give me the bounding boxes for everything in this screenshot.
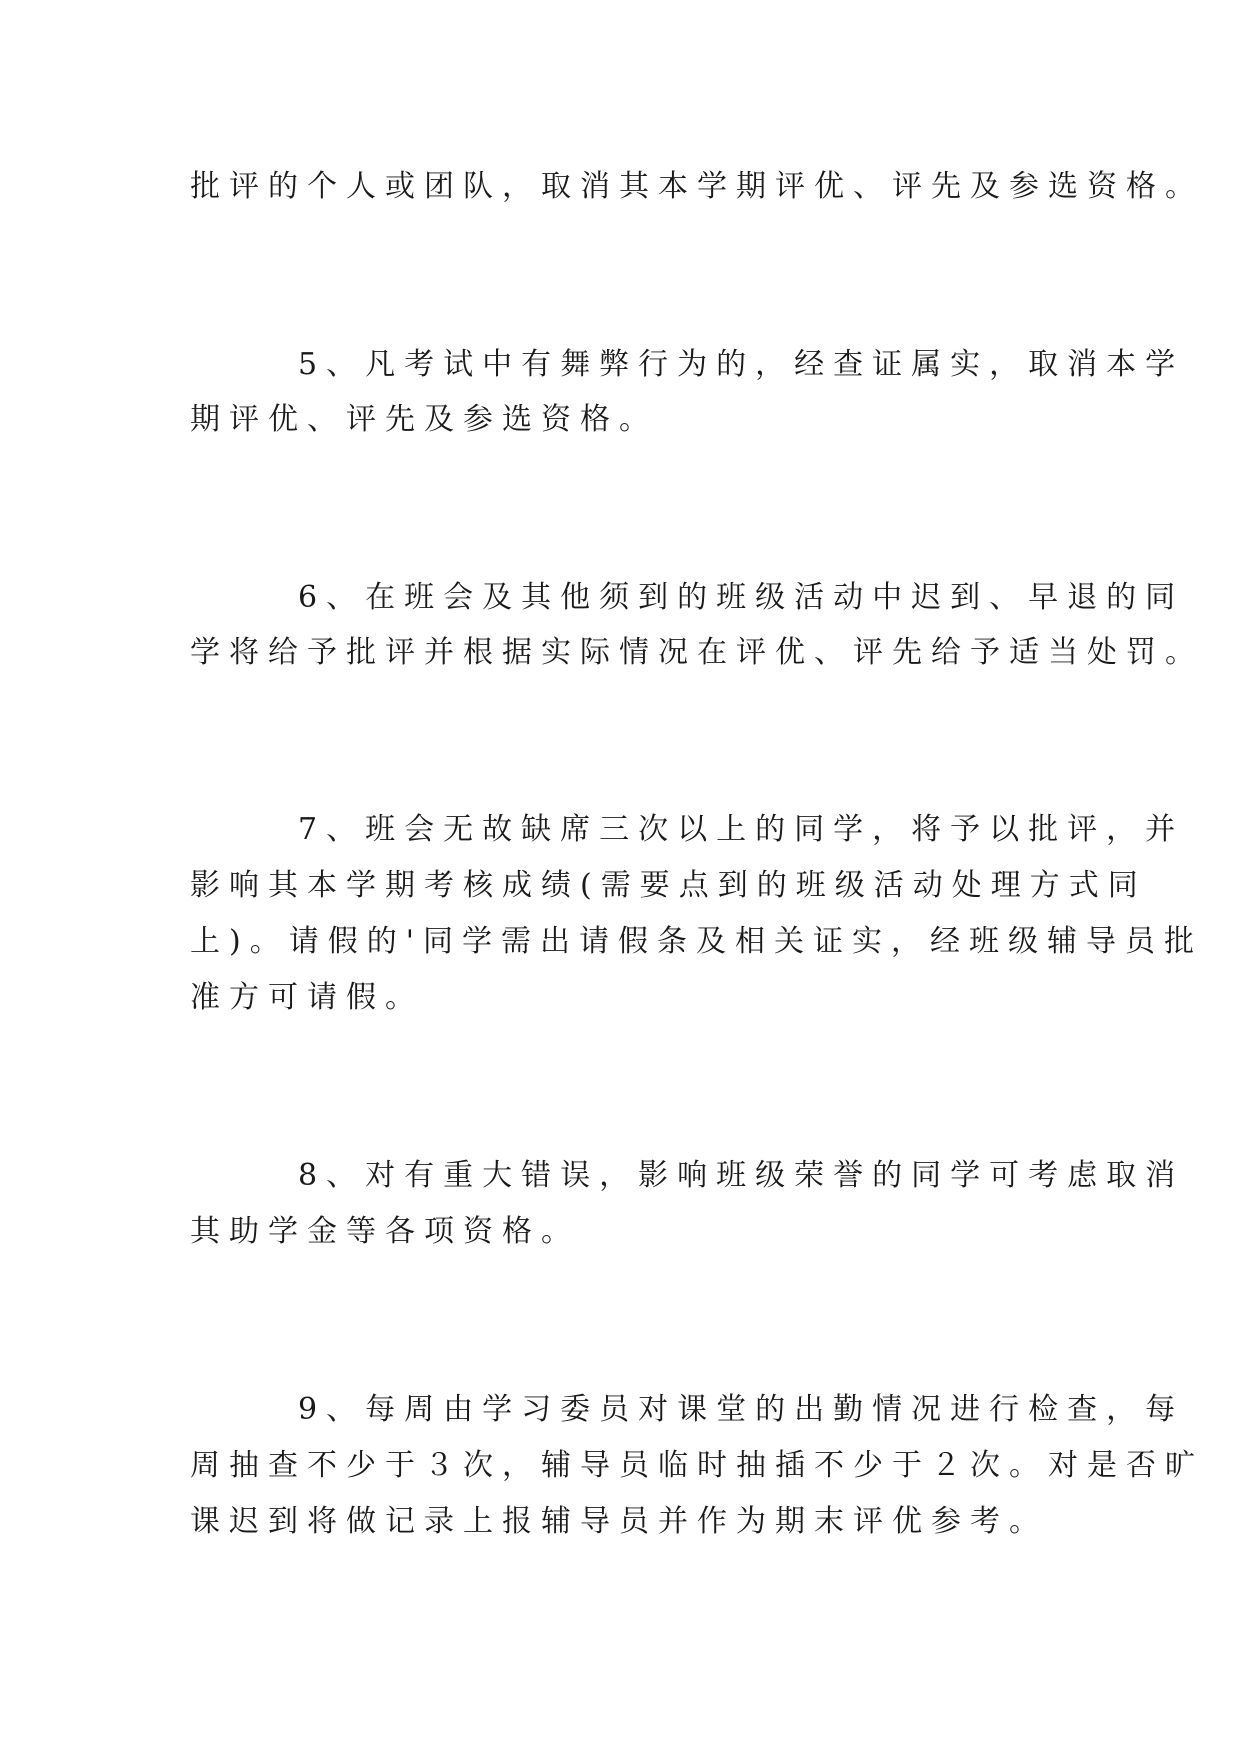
paragraph-line: 影响其本学期考核成绩(需要点到的班级活动处理方式同 — [190, 868, 1147, 903]
paragraph-line: 6、在班会及其他须到的班级活动中迟到、早退的同 — [298, 580, 1185, 615]
paragraph-line: 其助学金等各项资格。 — [190, 1214, 580, 1249]
paragraph-line: 期评优、评先及参选资格。 — [190, 402, 658, 437]
paragraph-line: 学将给予批评并根据实际情况在评优、评先给予适当处罚。 — [190, 635, 1204, 670]
paragraph-line: 5、凡考试中有舞弊行为的，经查证属实，取消本学 — [298, 347, 1185, 382]
paragraph-line: 准方可请假。 — [190, 980, 424, 1015]
paragraph-line: 批评的个人或团队，取消其本学期评优、评先及参选资格。 — [190, 169, 1204, 204]
paragraph-line: 课迟到将做记录上报辅导员并作为期末评优参考。 — [190, 1504, 1048, 1539]
paragraph-line: 周抽查不少于３次，辅导员临时抽插不少于２次。对是否旷 — [190, 1448, 1204, 1483]
paragraph-line: 8、对有重大错误，影响班级荣誉的同学可考虑取消 — [298, 1158, 1185, 1193]
paragraph-line: 上)。请假的'同学需出请假条及相关证实，经班级辅导员批 — [190, 924, 1203, 959]
paragraph-line: 7、班会无故缺席三次以上的同学，将予以批评，并 — [298, 812, 1185, 847]
paragraph-line: 9、每周由学习委员对课堂的出勤情况进行检查，每 — [298, 1392, 1185, 1427]
